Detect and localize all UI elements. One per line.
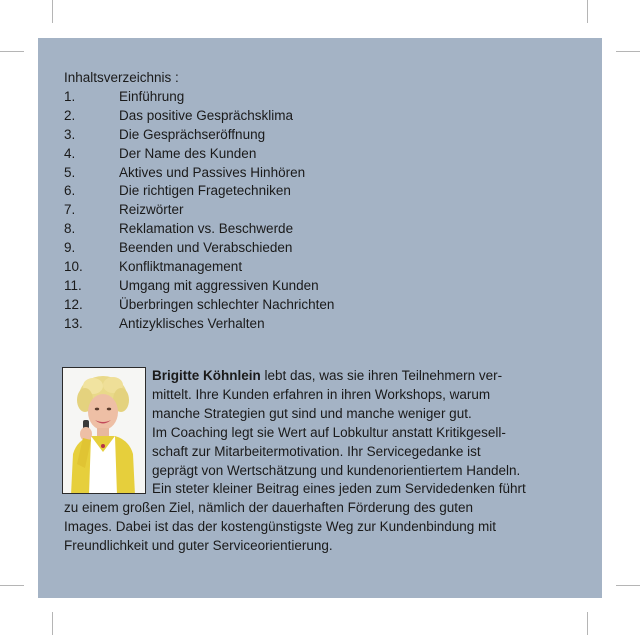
toc-item-title: Reizwörter <box>119 202 184 218</box>
toc-item <box>64 107 334 126</box>
toc-item-title: Konfliktmanagement <box>119 259 243 275</box>
bio-line: Freundlichkeit und guter Serviceorientierung. <box>64 538 333 554</box>
toc-item-title: Die richtigen Fragetechniken <box>119 183 291 199</box>
toc-item-title: Antizyklisches Verhalten <box>119 315 265 331</box>
crop-mark <box>616 585 640 586</box>
author-name: Brigitte Köhnlein <box>152 368 261 383</box>
crop-mark <box>52 0 53 23</box>
toc-item-number: 8. <box>64 221 76 237</box>
crop-mark <box>0 585 24 586</box>
toc-item-title: Umgang mit aggressiven Kunden <box>119 277 319 293</box>
toc-item <box>64 315 334 334</box>
toc-item-number: 1. <box>64 88 76 104</box>
toc-item <box>64 220 334 239</box>
toc-item-title: Beenden und Verabschieden <box>119 240 293 256</box>
toc-item-number: 2. <box>64 107 76 123</box>
toc-item-title: Reklamation vs. Beschwerde <box>119 221 294 237</box>
table-of-contents <box>64 69 334 334</box>
toc-heading: Inhaltsverzeichnis : <box>64 70 179 85</box>
toc-item-number: 10. <box>64 259 83 275</box>
toc-item-number: 13. <box>64 315 83 331</box>
toc-item <box>64 182 334 201</box>
toc-item-number: 7. <box>64 202 76 218</box>
toc-item-title: Die Gesprächseröffnung <box>119 126 266 142</box>
toc-item-number: 3. <box>64 126 76 142</box>
toc-item <box>64 296 334 315</box>
toc-list <box>64 88 334 334</box>
crop-mark <box>587 612 588 635</box>
bio-line <box>64 367 594 386</box>
bio-line: manche Strategien gut sind und manche weniger gut. <box>152 405 472 421</box>
bio-line: schaft zur Mitarbeitermotivation. Ihr Servicegedanke ist <box>152 443 481 459</box>
author-bio <box>64 367 594 556</box>
crop-mark <box>52 612 53 635</box>
bio-line: Ein steter kleiner Beitrag eines jeden zum Servidedenken führt <box>152 481 526 497</box>
toc-item-number: 4. <box>64 145 76 161</box>
toc-item-title: Der Name des Kunden <box>119 145 257 161</box>
toc-item-title: Das positive Gesprächsklima <box>119 107 294 123</box>
toc-item-number: 11. <box>64 277 82 293</box>
crop-mark <box>587 0 588 23</box>
toc-item-title: Aktives und Passives Hinhören <box>119 164 306 180</box>
toc-item <box>64 88 334 107</box>
toc-item-title: Einführung <box>119 88 185 104</box>
toc-item <box>64 277 334 296</box>
toc-item <box>64 258 334 277</box>
bio-text: lebt das, was sie ihren Teilnehmern ver- <box>260 368 503 383</box>
toc-item-number: 5. <box>64 164 76 180</box>
toc-item-number: 12. <box>64 296 83 312</box>
toc-item-number: 6. <box>64 183 76 199</box>
bio-line: zu einem großen Ziel, nämlich der dauerhaften Förderung des guten <box>64 500 473 516</box>
bio-line: mittelt. Ihre Kunden erfahren in ihren Workshops, warum <box>152 386 491 402</box>
crop-mark <box>616 51 640 52</box>
toc-item <box>64 239 334 258</box>
toc-item <box>64 145 334 164</box>
toc-item-title: Überbringen schlechter Nachrichten <box>119 296 335 312</box>
bio-line: Im Coaching legt sie Wert auf Lobkultur anstatt Kritikgesell- <box>152 424 506 440</box>
bio-line: Images. Dabei ist das der kostengünstigste Weg zur Kundenbindung mit <box>64 519 496 535</box>
toc-item <box>64 201 334 220</box>
crop-mark <box>0 51 24 52</box>
toc-item <box>64 164 334 183</box>
toc-item <box>64 126 334 145</box>
bio-line: geprägt von Wertschätzung und kundenorientiertem Handeln. <box>152 462 521 478</box>
toc-item-number: 9. <box>64 240 76 256</box>
